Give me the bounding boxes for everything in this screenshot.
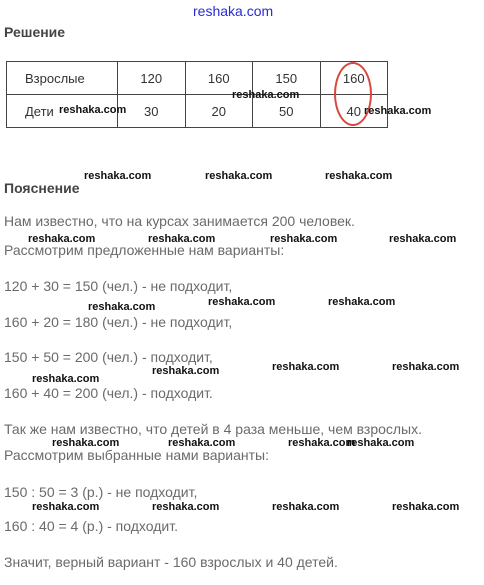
explanation-line: 160 + 20 = 180 (чел.) - не подходит, <box>4 314 233 330</box>
table-cell: 150 <box>253 62 321 95</box>
watermark: reshaka.com <box>152 365 220 377</box>
explanation-line: Рассмотрим предложенные нам варианты: <box>4 242 285 258</box>
watermark: reshaka.com <box>392 501 460 513</box>
table-cell-circled: 160 <box>320 62 388 95</box>
watermark: reshaka.com <box>59 104 127 116</box>
explanation-line: 160 : 40 = 4 (р.) - подходит. <box>4 518 178 534</box>
solution-heading: Решение <box>4 24 66 40</box>
watermark: reshaka.com <box>88 301 156 313</box>
explanation-line: Так же нам известно, что детей в 4 раза меньше, чем взрослых. <box>4 421 423 437</box>
table-cell: 160 <box>185 62 253 95</box>
table-cell: 120 <box>118 62 186 95</box>
watermark: reshaka.com <box>272 361 340 373</box>
explanation-line: Значит, верный вариант - 160 взрослых и 40 детей. <box>4 554 338 570</box>
table-cell: 30 <box>118 95 186 128</box>
watermark: reshaka.com <box>270 233 338 245</box>
table-cell-circled: 40 <box>320 95 388 128</box>
watermark: reshaka.com <box>328 296 396 308</box>
explanation-line: 160 + 40 = 200 (чел.) - подходит. <box>4 385 213 401</box>
table-cell: 50 <box>253 95 321 128</box>
explanation-heading: Пояснение <box>4 180 80 196</box>
watermark: reshaka.com <box>152 501 220 513</box>
watermark: reshaka.com <box>389 233 457 245</box>
watermark: reshaka.com <box>52 437 120 449</box>
watermark: reshaka.com <box>28 233 96 245</box>
explanation-line: 150 + 50 = 200 (чел.) - подходит, <box>4 349 213 365</box>
watermark: reshaka.com <box>392 361 460 373</box>
watermark: reshaka.com <box>347 437 415 449</box>
watermark: reshaka.com <box>32 501 100 513</box>
explanation-line: 150 : 50 = 3 (р.) - не подходит, <box>4 484 198 500</box>
table-cell: 20 <box>185 95 253 128</box>
watermark: reshaka.com <box>272 501 340 513</box>
row-label-adults: Взрослые <box>7 62 118 95</box>
watermark: reshaka.com <box>208 296 276 308</box>
watermark: reshaka.com <box>148 233 216 245</box>
watermark: reshaka.com <box>84 170 152 182</box>
explanation-line: 120 + 30 = 150 (чел.) - не подходит, <box>4 278 233 294</box>
site-title[interactable]: reshaka.com <box>193 3 274 19</box>
watermark: reshaka.com <box>205 170 273 182</box>
watermark: reshaka.com <box>232 89 300 101</box>
explanation-line: Рассмотрим выбранные нами варианты: <box>4 447 269 463</box>
answer-table <box>6 61 388 128</box>
watermark: reshaka.com <box>168 437 236 449</box>
watermark: reshaka.com <box>364 105 432 117</box>
explanation-line: Нам известно, что на курсах занимается 200 человек. <box>4 213 355 229</box>
table-row-adults <box>7 62 388 95</box>
watermark: reshaka.com <box>325 170 393 182</box>
watermark: reshaka.com <box>288 437 356 449</box>
row-label-children: Дети <box>7 95 118 128</box>
watermark: reshaka.com <box>32 373 100 385</box>
